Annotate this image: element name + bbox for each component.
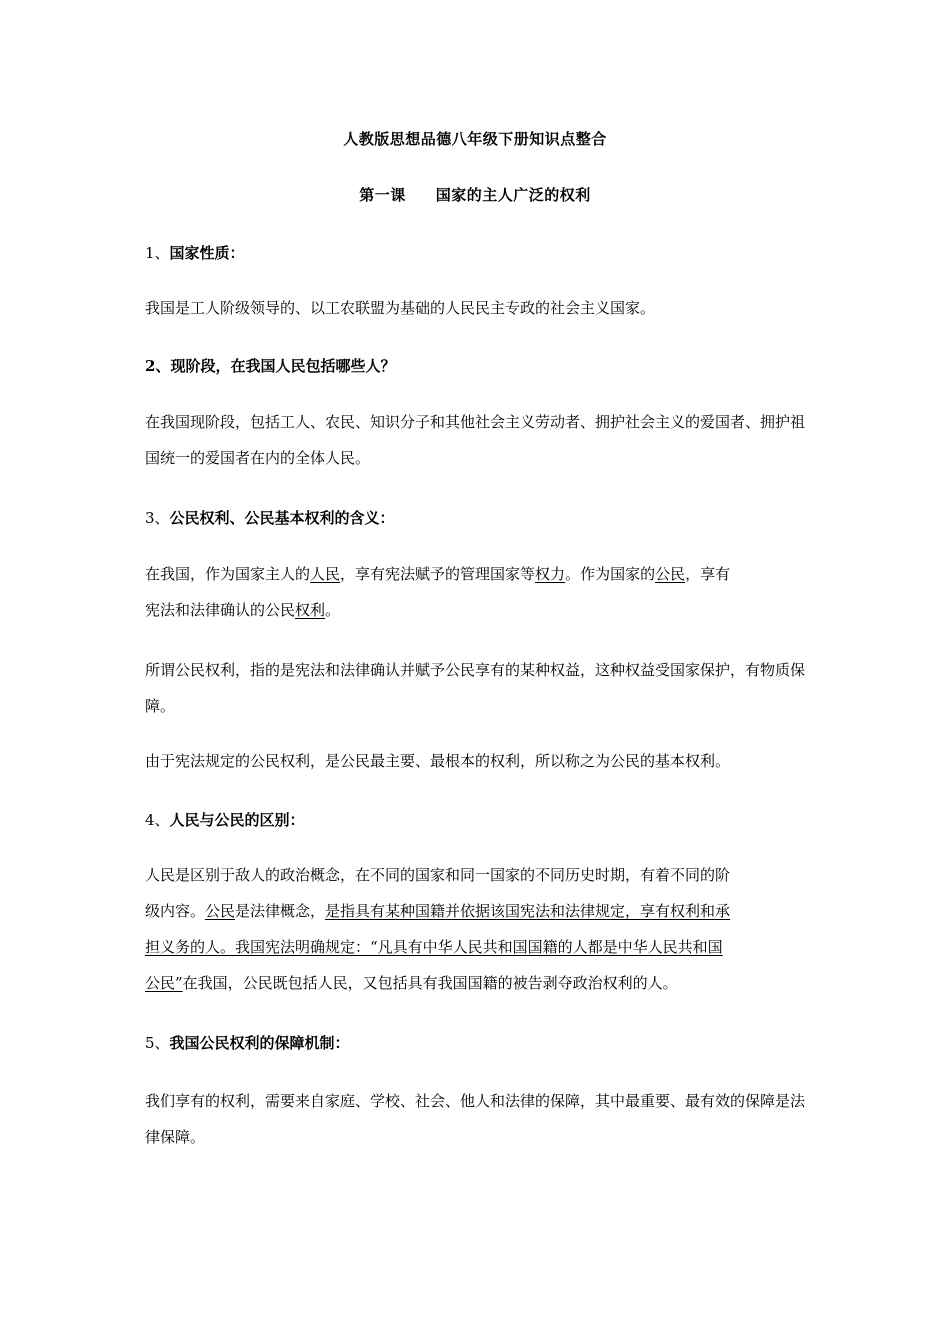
section-heading-1: 1、国家性质： xyxy=(145,244,245,262)
section-heading-2: 2、现阶段，在我国人民包括哪些人？ xyxy=(145,357,396,375)
underlined-definition: 公民” xyxy=(145,974,183,992)
underlined-term: 人民 xyxy=(310,565,341,583)
document-title: 人教版思想品德八年级下册知识点整合 xyxy=(343,130,607,148)
section-4-paragraph: 人民是区别于敌人的政治概念，在不同的国家和同一国家的不同历史时期，有着不同的阶 级内容。公民是法律概念，是指具有某种国籍并依据该国宪法和法律规定，享有权利和承 担义务的人。我国宪法明确规定：“凡具有中华人民共和国国籍的人都是中华人民共和国 公民”在我国，公民既包括人民，又包括具有我国国籍的被告剥夺政治权利的人。 xyxy=(145,866,731,992)
lesson-title xyxy=(0,184,950,205)
section-3-paragraph-1: 在我国，作为国家主人的人民，享有宪法赋予的管理国家等权力。作为国家的公民，享有 宪法和法律确认的公民权利。 xyxy=(145,565,731,619)
section-3-paragraph-2: 所谓公民权利，指的是宪法和法律确认并赋予公民享有的某种权益，这种权益受国家保护，有物质保障。 xyxy=(145,661,806,715)
underlined-term: 公民 xyxy=(205,902,236,920)
section-1-paragraph: 我国是工人阶级领导的、以工农联盟为基础的人民民主专政的社会主义国家。 xyxy=(145,299,656,317)
underlined-definition: 担义务的人。我国宪法明确规定：“凡具有中华人民共和国国籍的人都是中华人民共和国 xyxy=(145,938,723,956)
lesson-label: 第一课 xyxy=(359,186,406,204)
underlined-term: 公民 xyxy=(655,565,686,583)
section-heading-5: 5、我国公民权利的保障机制： xyxy=(145,1034,350,1052)
section-heading-3: 3、公民权利、公民基本权利的含义： xyxy=(145,509,395,527)
section-2-paragraph: 在我国现阶段，包括工人、农民、知识分子和其他社会主义劳动者、拥护社会主义的爱国者、拥护祖国统一的爱国者在内的全体人民。 xyxy=(145,413,806,467)
lesson-name: 国家的主人广泛的权利 xyxy=(435,186,591,204)
underlined-term: 权力 xyxy=(535,565,566,583)
section-heading-4: 4、人民与公民的区别： xyxy=(145,811,305,829)
section-3-paragraph-3: 由于宪法规定的公民权利，是公民最主要、最根本的权利，所以称之为公民的基本权利。 xyxy=(145,752,731,770)
underlined-term: 权利 xyxy=(295,601,326,619)
underlined-definition: 是指具有某种国籍并依据该国宪法和法律规定，享有权利和承 xyxy=(325,902,731,920)
section-5-paragraph: 我们享有的权利，需要来自家庭、学校、社会、他人和法律的保障，其中最重要、最有效的保障是法律保障。 xyxy=(145,1092,806,1146)
